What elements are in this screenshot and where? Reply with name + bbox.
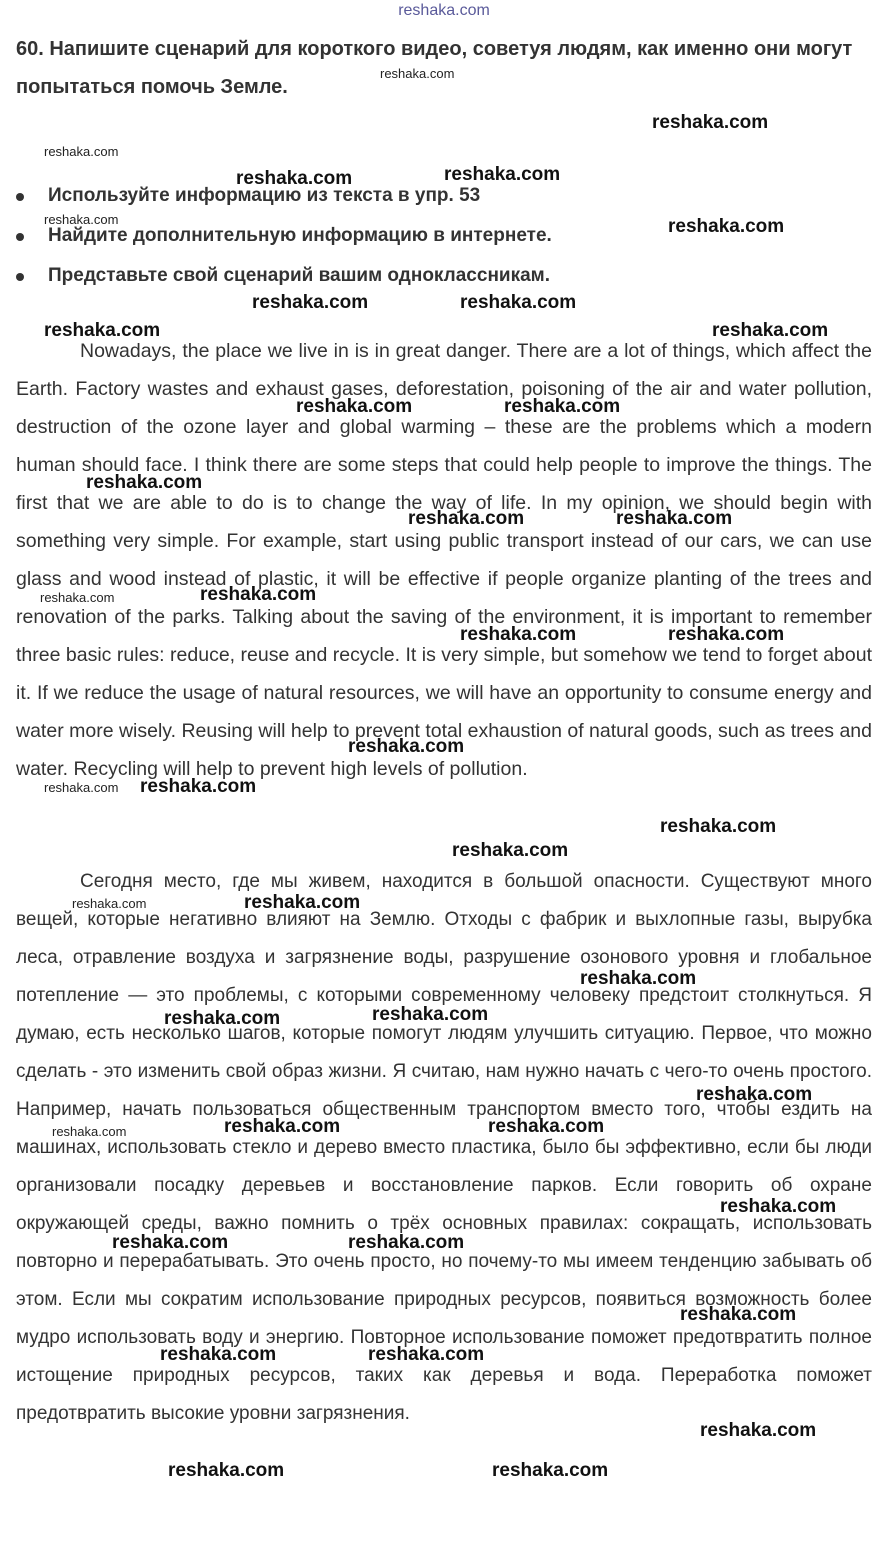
watermark: reshaka.com bbox=[492, 1460, 609, 1481]
watermark: reshaka.com bbox=[52, 1124, 127, 1139]
watermark: reshaka.com bbox=[296, 396, 413, 417]
watermark: reshaka.com bbox=[44, 144, 119, 159]
watermark: reshaka.com bbox=[224, 1116, 341, 1137]
instruction-text: Найдите дополнительную информацию в интернете. bbox=[48, 225, 552, 246]
watermark: reshaka.com bbox=[712, 320, 829, 341]
bullet-icon bbox=[16, 273, 24, 281]
watermark: reshaka.com bbox=[348, 1232, 465, 1253]
instruction-text: Используйте информацию из текста в упр. 53 bbox=[48, 185, 481, 206]
watermark: reshaka.com bbox=[348, 736, 465, 757]
watermark: reshaka.com bbox=[244, 892, 361, 913]
watermark: reshaka.com bbox=[252, 292, 369, 313]
watermark: reshaka.com bbox=[44, 780, 119, 795]
watermark: reshaka.com bbox=[112, 1232, 229, 1253]
watermark: reshaka.com bbox=[700, 1420, 817, 1441]
instructions-list bbox=[16, 178, 876, 298]
english-paragraph: Nowadays, the place we live in is in great danger. There are a lot of things, which affect the Earth. Factory wastes and exhaust gases, deforestation, poisoning of the air and water pollution, destruction of the ozone layer and global warming – these are the problems which a modern human should face. I think there are some steps that could help people to improve the things. The first that we are able to do is to change the way of life. In my opinion, we should begin with something very simple. For example, start using public transport instead of our cars, we can use glass and wood instead of plastic, it will be effective if people organize planting of the trees and renovation of the parks. Talking about the saving of the environment, it is important to remember three basic rules: reduce, reuse and recycle. It is very simple, but somehow we tend to forget about it. If we reduce the usage of natural resources, we will have an opportunity to consume energy and water more wisely. Reusing will help to prevent total exhaustion of natural goods, such as trees and water. Recycling will help to prevent high levels of pollution. bbox=[16, 340, 872, 780]
watermark: reshaka.com bbox=[460, 624, 577, 645]
watermark: reshaka.com bbox=[488, 1116, 605, 1137]
watermark: reshaka.com bbox=[368, 1344, 485, 1365]
watermark: reshaka.com bbox=[452, 840, 569, 861]
site-link[interactable]: reshaka.com bbox=[398, 2, 490, 19]
watermark: reshaka.com bbox=[164, 1008, 281, 1029]
watermark: reshaka.com bbox=[40, 590, 115, 605]
watermark: reshaka.com bbox=[408, 508, 525, 529]
bullet-icon bbox=[16, 233, 24, 241]
instruction-item bbox=[16, 258, 876, 298]
russian-paragraph: Сегодня место, где мы живем, находится в большой опасности. Существуют много вещей, которые негативно влияют на Землю. Отходы с фабрик и выхлопные газы, вырубка леса, отравление воздуха и загрязнение воды, разрушение озонового уровня и глобальное потепление — это проблемы, с которыми современному человеку предстоит столкнуться. Я думаю, есть несколько шагов, которые помогут людям улучшить ситуацию. Первое, что можно сделать - это изменить свой образ жизни. Я считаю, нам нужно начать с чего-то очень простого. Например, начать пользоваться общественным транспортом вместо того, чтобы ездить на машинах, использовать стекло и дерево вместо пластика, было бы эффективно, если бы люди организовали посадку деревьев и восстановление парков. Если говорить об охране окружающей среды, важно помнить о трёх основных правилах: сокращать, использовать повторно и перерабатывать. Это очень просто, но почему-то мы имеем тенденцию забывать об этом. Если мы сократим использование природных ресурсов, появиться возможность более мудро использовать воду и энергию. Повторное использование поможет предотвратить полное истощение природных ресурсов, таких как деревья и вода. Переработка поможет предотвратить высокие уровни загрязнения. bbox=[16, 871, 872, 1424]
watermark: reshaka.com bbox=[44, 320, 161, 341]
watermark: reshaka.com bbox=[504, 396, 621, 417]
watermark: reshaka.com bbox=[580, 968, 697, 989]
watermark: reshaka.com bbox=[236, 168, 353, 189]
watermark: reshaka.com bbox=[652, 112, 769, 133]
watermark: reshaka.com bbox=[696, 1084, 813, 1105]
watermark: reshaka.com bbox=[380, 66, 455, 81]
watermark: reshaka.com bbox=[86, 472, 203, 493]
watermark: reshaka.com bbox=[668, 216, 785, 237]
watermark: reshaka.com bbox=[680, 1304, 797, 1325]
watermark: reshaka.com bbox=[660, 816, 777, 837]
instruction-text: Представьте свой сценарий вашим одноклассникам. bbox=[48, 265, 551, 286]
watermark: reshaka.com bbox=[44, 212, 119, 227]
watermark: reshaka.com bbox=[168, 1460, 285, 1481]
watermark: reshaka.com bbox=[140, 776, 257, 797]
watermark: reshaka.com bbox=[668, 624, 785, 645]
watermark: reshaka.com bbox=[720, 1196, 837, 1217]
bullet-icon bbox=[16, 193, 24, 201]
watermark: reshaka.com bbox=[460, 292, 577, 313]
watermark: reshaka.com bbox=[444, 164, 561, 185]
watermark: reshaka.com bbox=[160, 1344, 277, 1365]
watermark: reshaka.com bbox=[616, 508, 733, 529]
watermark: reshaka.com bbox=[72, 896, 147, 911]
task-title: 60. Напишите сценарий для короткого видео, советуя людям, как именно они могут попытаться помочь Земле. bbox=[16, 38, 853, 98]
watermark: reshaka.com bbox=[200, 584, 317, 605]
watermark: reshaka.com bbox=[372, 1004, 489, 1025]
